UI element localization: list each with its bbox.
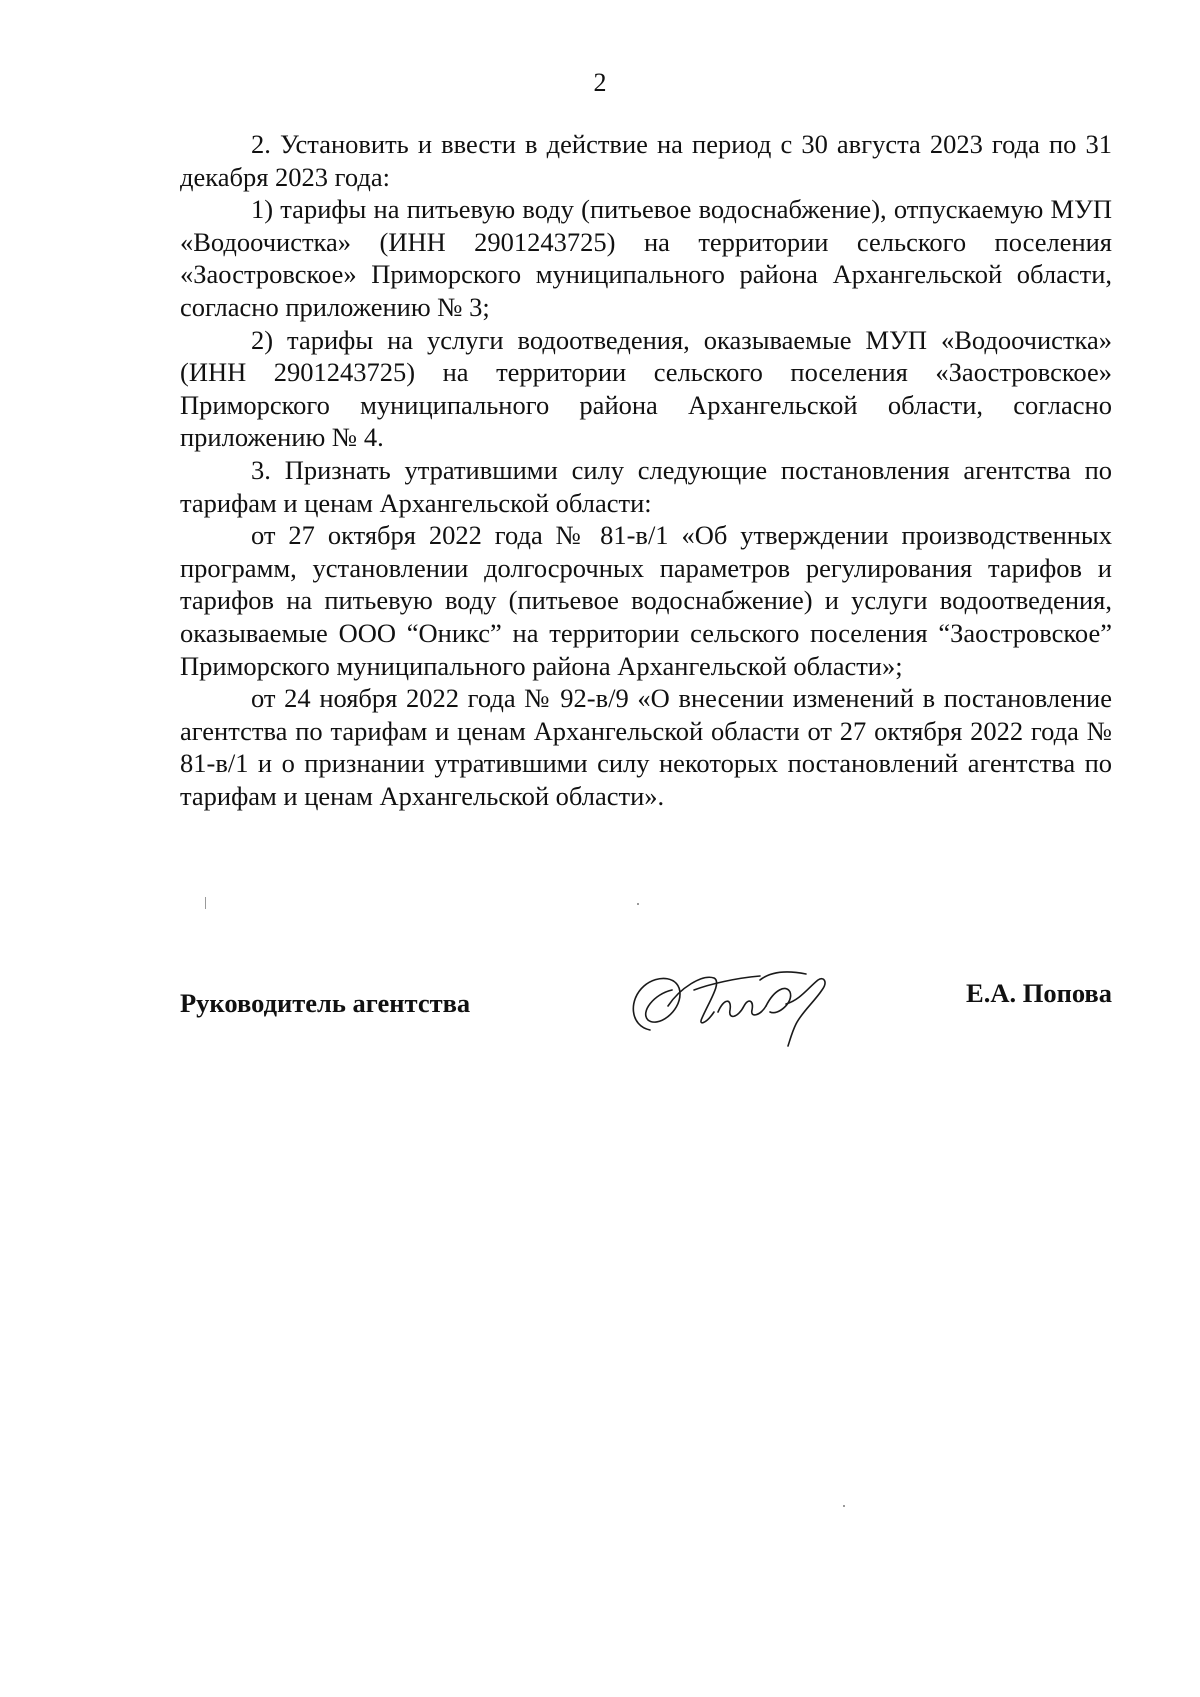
signatory-name: Е.А. Попова — [966, 978, 1112, 1008]
paragraph-subitem-2: 2) тарифы на услуги водоотведения, оказываемые МУП «Водоочистка» (ИНН 2901243725) на территории сельского поселения «Заостровское» Приморского муниципального района Архангельской области, согласно приложению № 4. — [180, 324, 1112, 453]
document-body — [180, 128, 1112, 812]
signatory-position: Руководитель агентства — [180, 988, 471, 1018]
paragraph-subitem-1: 1) тарифы на питьевую воду (питьевое водоснабжение), отпускаемую МУП «Водоочистка» (ИНН 2901243725) на территории сельского поселения «Заостровское» Приморского муниципального района Архангельской области, согласно приложению № 3; — [180, 194, 1112, 322]
page-number: 2 — [593, 68, 607, 97]
scan-mark — [637, 903, 639, 905]
scan-mark — [843, 1505, 845, 1507]
scan-mark — [205, 897, 206, 909]
paragraph-repeal-1: от 27 октября 2022 года № 81-в/1 «Об утверждении производственных программ, установлении долгосрочных параметров регулирования тарифов и тарифов на питьевую воду (питьевое водоснабжение) и услуги водоотведения, оказываемые ООО “Оникс” на территории сельского поселения “Заостровское” Приморского муниципального района Архангельской области»; — [180, 520, 1112, 681]
signature-block — [180, 960, 1112, 1050]
paragraph-repeal-2: от 24 ноября 2022 года № 92-в/9 «О внесении изменений в постановление агентства по тарифам и ценам Архангельской области от 27 октября 2022 года № 81-в/1 и о признании утратившими силу некоторых постановлений агентства по тарифам и ценам Архангельской области». — [180, 683, 1112, 811]
handwritten-signature — [610, 960, 850, 1050]
paragraph-item-3: 3. Признать утратившими силу следующие постановления агентства по тарифам и ценам Архангельской области: — [180, 454, 1112, 518]
paragraph-item-2: 2. Установить и ввести в действие на период с 30 августа 2023 года по 31 декабря 2023 года: — [180, 129, 1112, 192]
